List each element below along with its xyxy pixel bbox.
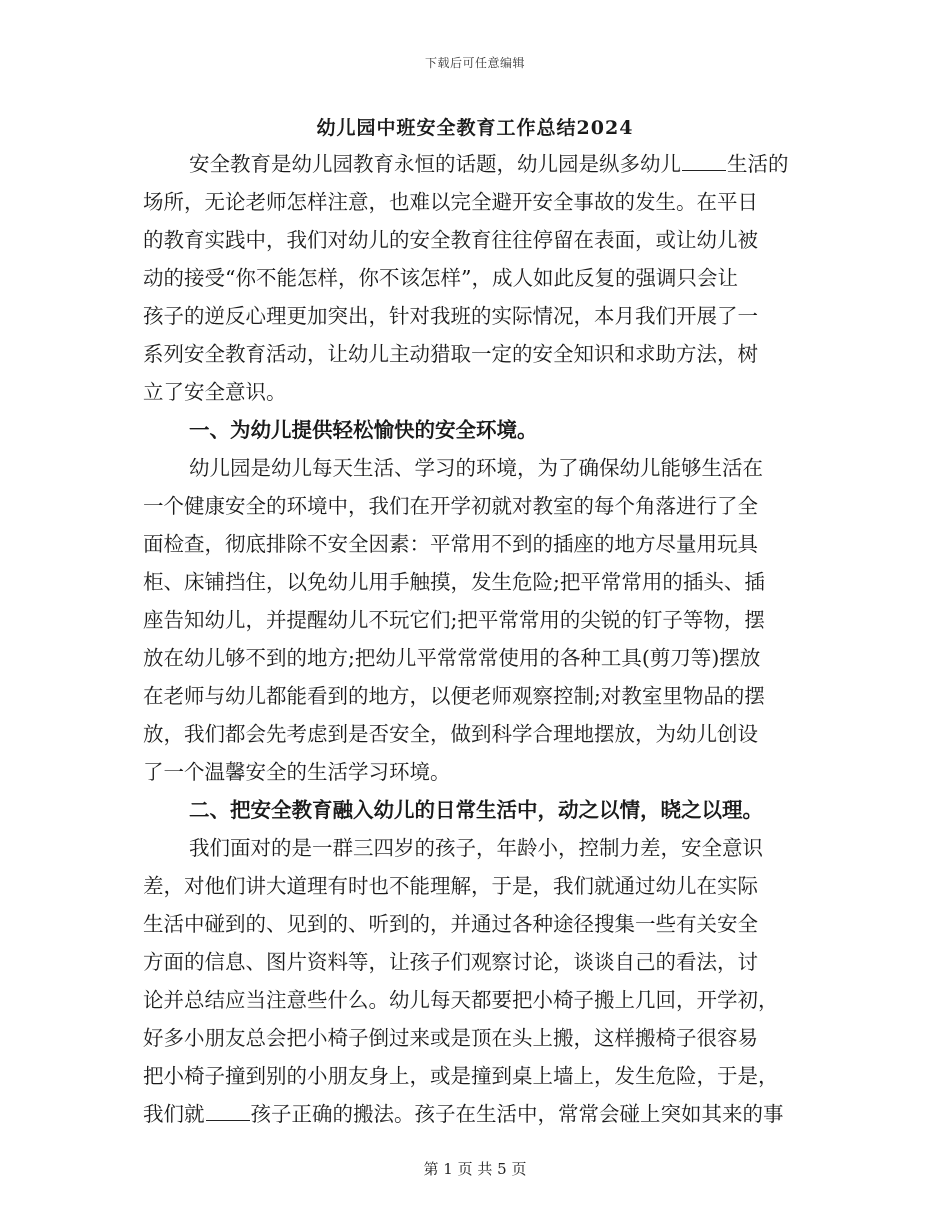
body-line: 立了安全意识。 bbox=[143, 380, 287, 404]
body-line: 生活中碰到的、见到的、听到的，并通过各种途径搜集一些有关安全 bbox=[143, 912, 758, 936]
body-line: 面检查，彻底排除不安全因素：平常用不到的插座的地方尽量用玩具 bbox=[143, 532, 758, 556]
body-line: 好多小朋友总会把小椅子倒过来或是顶在头上搬，这样搬椅子很容易 bbox=[143, 1026, 758, 1050]
body-line: 差，对他们讲大道理有时也不能理解，于是，我们就通过幼儿在实际 bbox=[143, 874, 758, 898]
section-heading-1: 一、为幼儿提供轻松愉快的安全环境。 bbox=[189, 418, 538, 442]
body-line: 在老师与幼儿都能看到的地方，以便老师观察控制;对教室里物品的摆 bbox=[143, 684, 765, 708]
page-number-footer: 第 1 页 共 5 页 bbox=[423, 1160, 527, 1178]
body-line: 一个健康安全的环境中，我们在开学初就对教室的每个角落进行了全 bbox=[143, 494, 758, 518]
body-line: 方面的信息、图片资料等，让孩子们观察讨论，谈谈自己的看法，讨 bbox=[143, 950, 758, 974]
body-line: 把小椅子撞到别的小朋友身上，或是撞到桌上墙上，发生危险，于是， bbox=[143, 1064, 779, 1088]
body-line: 孩子的逆反心理更加突出，针对我班的实际情况，本月我们开展了一 bbox=[143, 304, 758, 328]
section-heading-2: 二、把安全教育融入幼儿的日常生活中，动之以情，晓之以理。 bbox=[189, 798, 763, 822]
body-line: 场所，无论老师怎样注意，也难以完全避开安全事故的发生。在平日 bbox=[143, 190, 758, 214]
body-line: 柜、床铺挡住，以免幼儿用手触摸，发生危险;把平常常用的插头、插 bbox=[143, 570, 765, 594]
body-line: 座告知幼儿，并提醒幼儿不玩它们;把平常常用的尖锐的钉子等物，摆 bbox=[143, 608, 765, 632]
body-line: 放，我们都会先考虑到是否安全，做到科学合理地摆放，为幼儿创设 bbox=[143, 722, 758, 746]
fill-blank bbox=[682, 150, 726, 171]
body-line: 的教育实践中，我们对幼儿的安全教育往往停留在表面，或让幼儿被 bbox=[143, 228, 758, 252]
body-line: 幼儿园是幼儿每天生活、学习的环境，为了确保幼儿能够生活在 bbox=[189, 456, 763, 480]
body-line: 安全教育是幼儿园教育永恒的话题，幼儿园是纵多幼儿 生活的 bbox=[189, 152, 789, 176]
header-note: 下载后可任意编辑 bbox=[424, 56, 525, 70]
body-line: 我们就 孩子正确的搬法。孩子在生活中，常常会碰上突如其来的事 bbox=[143, 1102, 784, 1126]
body-line: 放在幼儿够不到的地方;把幼儿平常常常使用的各种工具(剪刀等)摆放 bbox=[143, 646, 761, 670]
body-line: 动的接受“你不能怎样，你不该怎样”，成人如此反复的强调只会让 bbox=[143, 266, 738, 290]
body-line: 我们面对的是一群三四岁的孩子，年龄小，控制力差，安全意识 bbox=[189, 836, 763, 860]
fill-blank bbox=[206, 1100, 250, 1121]
body-line: 了一个温馨安全的生活学习环境。 bbox=[143, 760, 451, 784]
body-line: 论并总结应当注意些什么。幼儿每天都要把小椅子搬上几回，开学初， bbox=[143, 988, 779, 1012]
document-title: 幼儿园中班安全教育工作总结2024 bbox=[316, 117, 634, 139]
document-body bbox=[143, 148, 809, 1136]
body-line: 系列安全教育活动，让幼儿主动猎取一定的安全知识和求助方法，树 bbox=[143, 342, 758, 366]
